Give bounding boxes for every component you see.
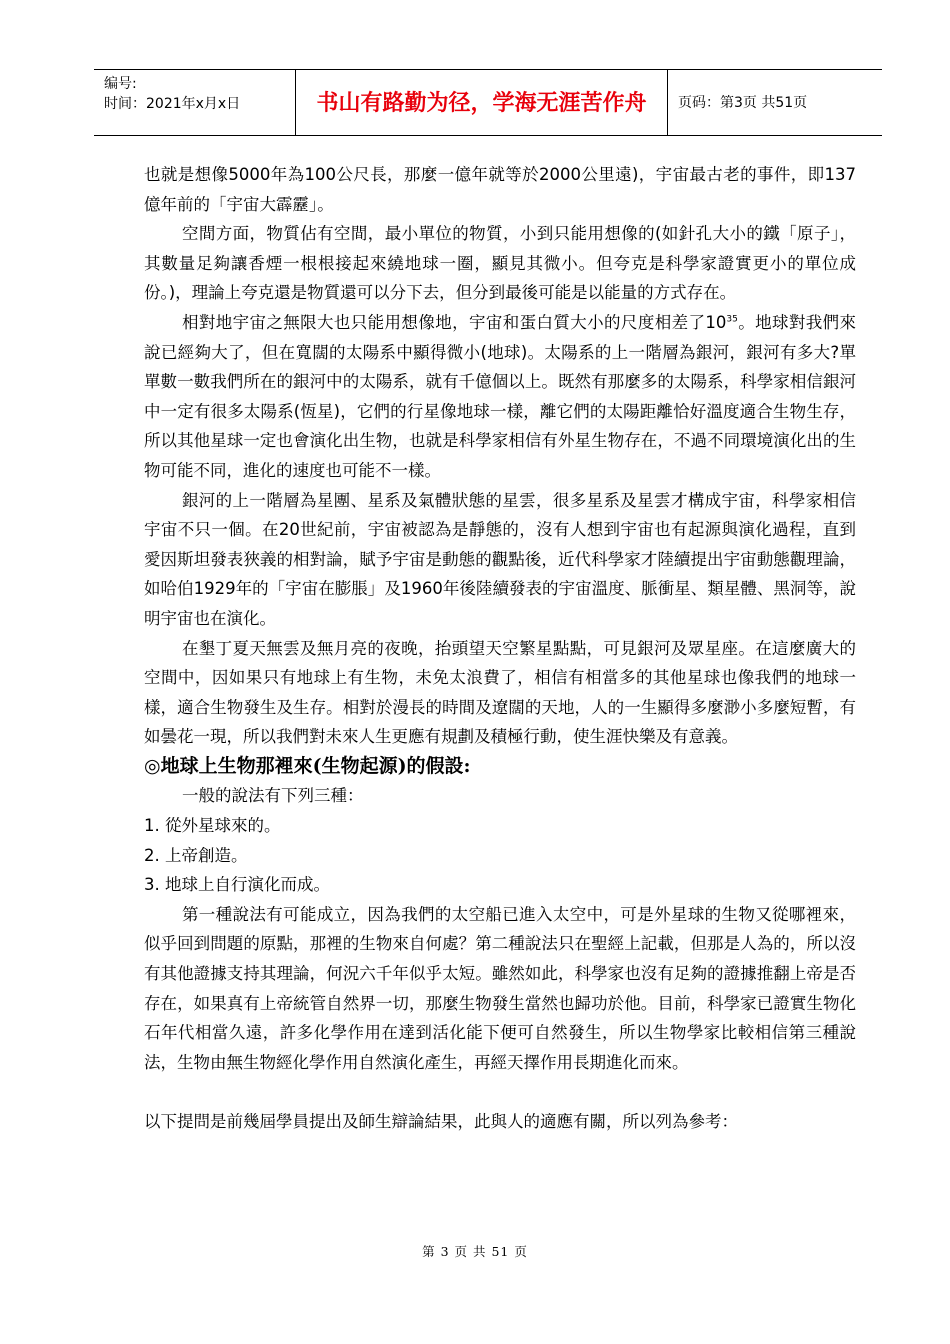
paragraph-3-text-a: 相對地宇宙之無限大也只能用想像地，宇宙和蛋白質大小的尺度相差了10 [181, 312, 727, 332]
paragraph-6: 第一種說法有可能成立，因為我們的太空船已進入太空中，可是外星球的生物又從哪裡來，似乎回到問題的原點，那裡的生物來自何處？第二種說法只在聖經上記載，但那是人為的，所以沒有其他證據支持其理論，何況六千年似乎太短。雖然如此，科學家也沒有足夠的證據推翻上帝是否存在，如果真有上帝統管自然界一切，那麼生物發生當然也歸功於他。目前，科學家已證實生物化石年代相當久遠，許多化學作用在達到活化能下便可自然發生，所以生物學家比較相信第三種說法，生物由無生物經化學作用自然演化產生，再經天擇作用長期進化而來。 [144, 904, 856, 1072]
document-body [144, 160, 856, 1137]
exponent: 35 [726, 314, 738, 325]
paragraph-5: 在墾丁夏天無雲及無月亮的夜晚，抬頭望天空繁星點點，可見銀河及眾星座。在這麼廣大的空間中，因如果只有地球上有生物，未免太浪費了，相信有相當多的其他星球也像我們的地球一樣，適合生物發生及生存。相對於漫長的時間及遼闊的天地，人的一生顯得多麼渺小多麼短暫，有如曇花一現，所以我們對未來人生更應有規劃及積極行動，使生涯快樂及有意義。 [144, 638, 856, 747]
document-number-label: 编号: [104, 76, 137, 92]
list-item: 2. 上帝創造。 [144, 845, 248, 865]
document-time-label: 时间：2021年x月x日 [104, 96, 241, 112]
list-item: 3. 地球上自行演化而成。 [144, 875, 330, 895]
paragraph-2: 空間方面，物質佔有空間，最小單位的物質，小到只能用想像的(如針孔大小的鐵「原子」，其數量足夠讓香煙一根根接起來繞地球一圈，顯見其微小。但夸克是科學家證實更小的單位成份。)，理論上夸克還是物質還可以分下去，但分到最後可能是以能量的方式存在。 [144, 224, 856, 303]
header-page-label: 页码：第3页 共51页 [678, 95, 808, 111]
paragraph-1: 也就是想像5000年為100公尺長，那麼一億年就等於2000公里遠)，宇宙最古老的事件，即137億年前的「宇宙大霹靂」。 [144, 165, 856, 214]
header-motto: 书山有路勤为径，学海无涯苦作舟 [296, 70, 668, 136]
page-header [94, 69, 882, 136]
paragraph-4: 銀河的上一階層為星團、星系及氣體狀態的星雲，很多星系及星雲才構成宇宙，科學家相信宇宙不只一個。在20世紀前，宇宙被認為是靜態的，沒有人想到宇宙也有起源與演化過程，直到愛因斯坦發表狹義的相對論，賦予宇宙是動態的觀點後，近代科學家才陸續提出宇宙動態觀理論，如哈伯1929年的「宇宙在膨脹」及1960年後陸續發表的宇宙溫度、脈衝星、類星體、黑洞等，說明宇宙也在演化。 [144, 490, 856, 628]
section-heading: ◎地球上生物那裡來(生物起源)的假設: [144, 754, 471, 777]
list-item: 1. 從外星球來的。 [144, 816, 281, 836]
paragraph-3 [144, 308, 856, 486]
paragraph-3-text-b: 。地球對我們來說已經夠大了，但在寬闊的太陽系中顯得微小(地球)。太陽系的上一階層為銀河，銀河有多大?單單數一數我們所在的銀河中的太陽系，就有千億個以上。既然有那麼多的太陽系，科學家相信銀河中一定有很多太陽系(恆星)，它們的行星像地球一樣，離它們的太陽距離恰好溫度適合生物生存，所以其他星球一定也會演化出生物，也就是科學家相信有外星生物存在，不過不同環境演化出的生物可能不同，進化的速度也可能不一樣。 [144, 312, 857, 480]
page-footer: 第 3 页 共 51 页 [422, 1244, 528, 1259]
header-meta-cell [94, 70, 296, 136]
blank-line [144, 1077, 856, 1107]
intro-line: 一般的說法有下列三種： [181, 786, 364, 806]
paragraph-7: 以下提問是前幾屆學員提出及師生辯論結果，此與人的適應有關，所以列為參考： [144, 1112, 738, 1131]
